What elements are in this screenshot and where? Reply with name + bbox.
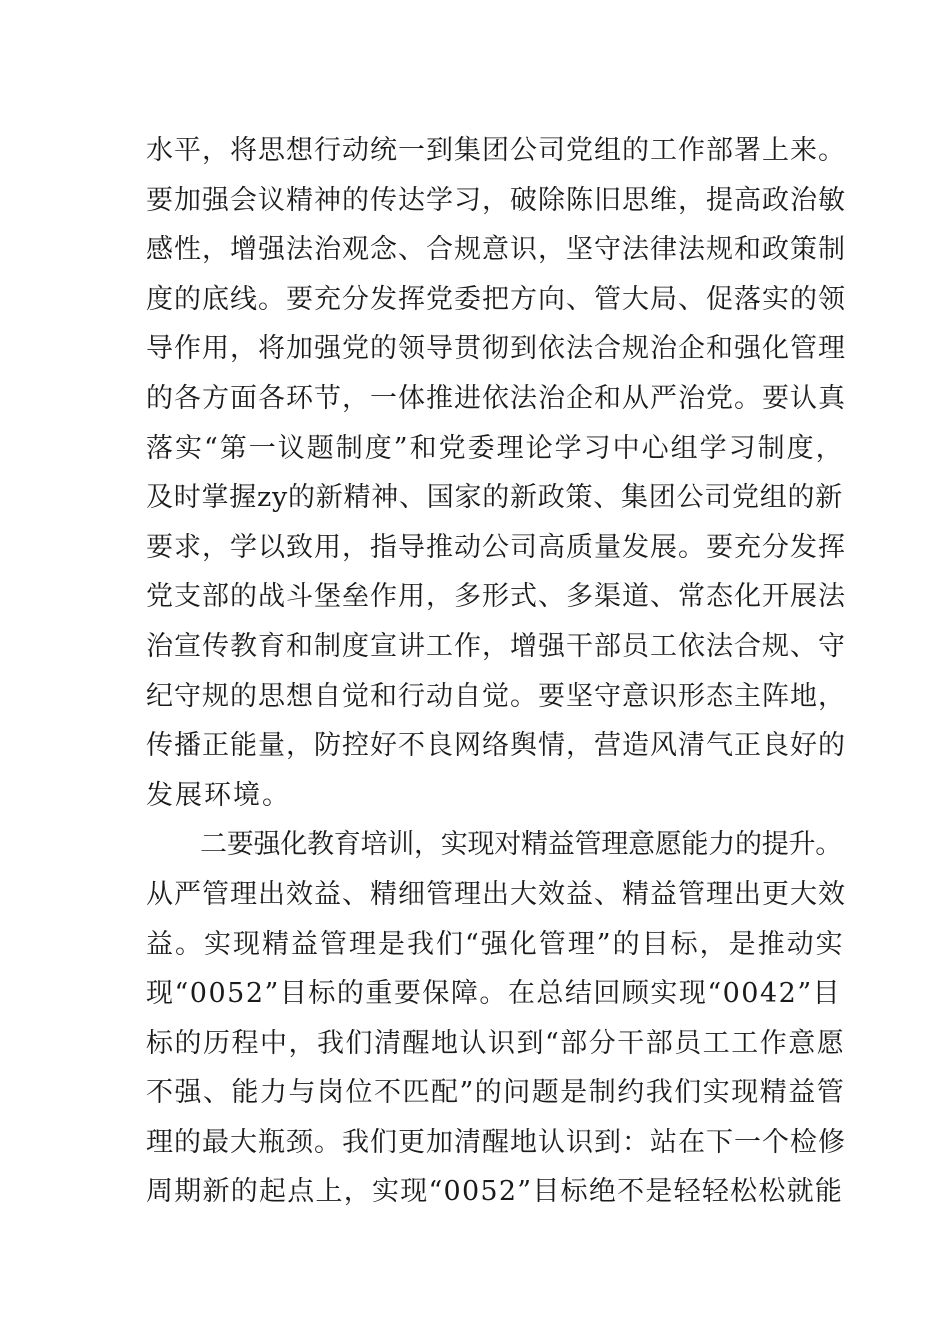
text-line: 从严管理出效益、精细管理出大效益、精益管理出更大效 <box>146 878 846 910</box>
text-line: 治宣传教育和制度宣讲工作，增强干部员工依法合规、守 <box>146 630 846 662</box>
text-line: 导作用，将加强党的领导贯彻到依法合规治企和强化管理 <box>146 333 846 365</box>
text-line: 发展环境。 <box>146 779 291 811</box>
text-line: 党支部的战斗堡垒作用，多形式、多渠道、常态化开展法 <box>146 581 846 613</box>
text-line: 传播正能量，防控好不良网络舆情，营造风清气正良好的 <box>146 730 846 762</box>
text-line: 度的底线。要充分发挥党委把方向、管大局、促落实的领 <box>146 283 846 315</box>
text-line: 纪守规的思想自觉和行动自觉。要坚守意识形态主阵地， <box>146 680 846 712</box>
text-line: 要加强会议精神的传达学习，破除陈旧思维，提高政治敏 <box>146 184 846 216</box>
text-line: 理的最大瓶颈。我们更加清醒地认识到：站在下一个检修 <box>146 1126 846 1158</box>
text-line: 现“0052”目标的重要保障。在总结回顾实现“0042”目 <box>146 978 842 1010</box>
text-line: 的各方面各环节，一体推进依法治企和从严治党。要认真 <box>146 382 846 414</box>
text-line: 不强、能力与岗位不匹配”的问题是制约我们实现精益管 <box>146 1077 846 1109</box>
body-text <box>146 126 846 1217</box>
text-line: 益。实现精益管理是我们“强化管理”的目标，是推动实 <box>146 928 845 960</box>
text-line: 落实“第一议题制度”和党委理论学习中心组学习制度， <box>146 432 845 464</box>
paragraph-heading-line: 二要强化教育培训，实现对精益管理意愿能力的提升。 <box>200 829 842 861</box>
text-line: 水平，将思想行动统一到集团公司党组的工作部署上来。 <box>146 135 846 166</box>
text-line: 要求，学以致用，指导推动公司高质量发展。要充分发挥 <box>146 531 846 563</box>
text-line: 周期新的起点上，实现“0052”目标绝不是轻轻松松就能 <box>146 1176 844 1208</box>
text-line: 标的历程中，我们清醒地认识到“部分干部员工工作意愿 <box>146 1027 846 1059</box>
text-line: 感性，增强法治观念、合规意识，坚守法律法规和政策制 <box>146 234 846 266</box>
text-line: 及时掌握zy的新精神、国家的新政策、集团公司党组的新 <box>146 482 843 514</box>
